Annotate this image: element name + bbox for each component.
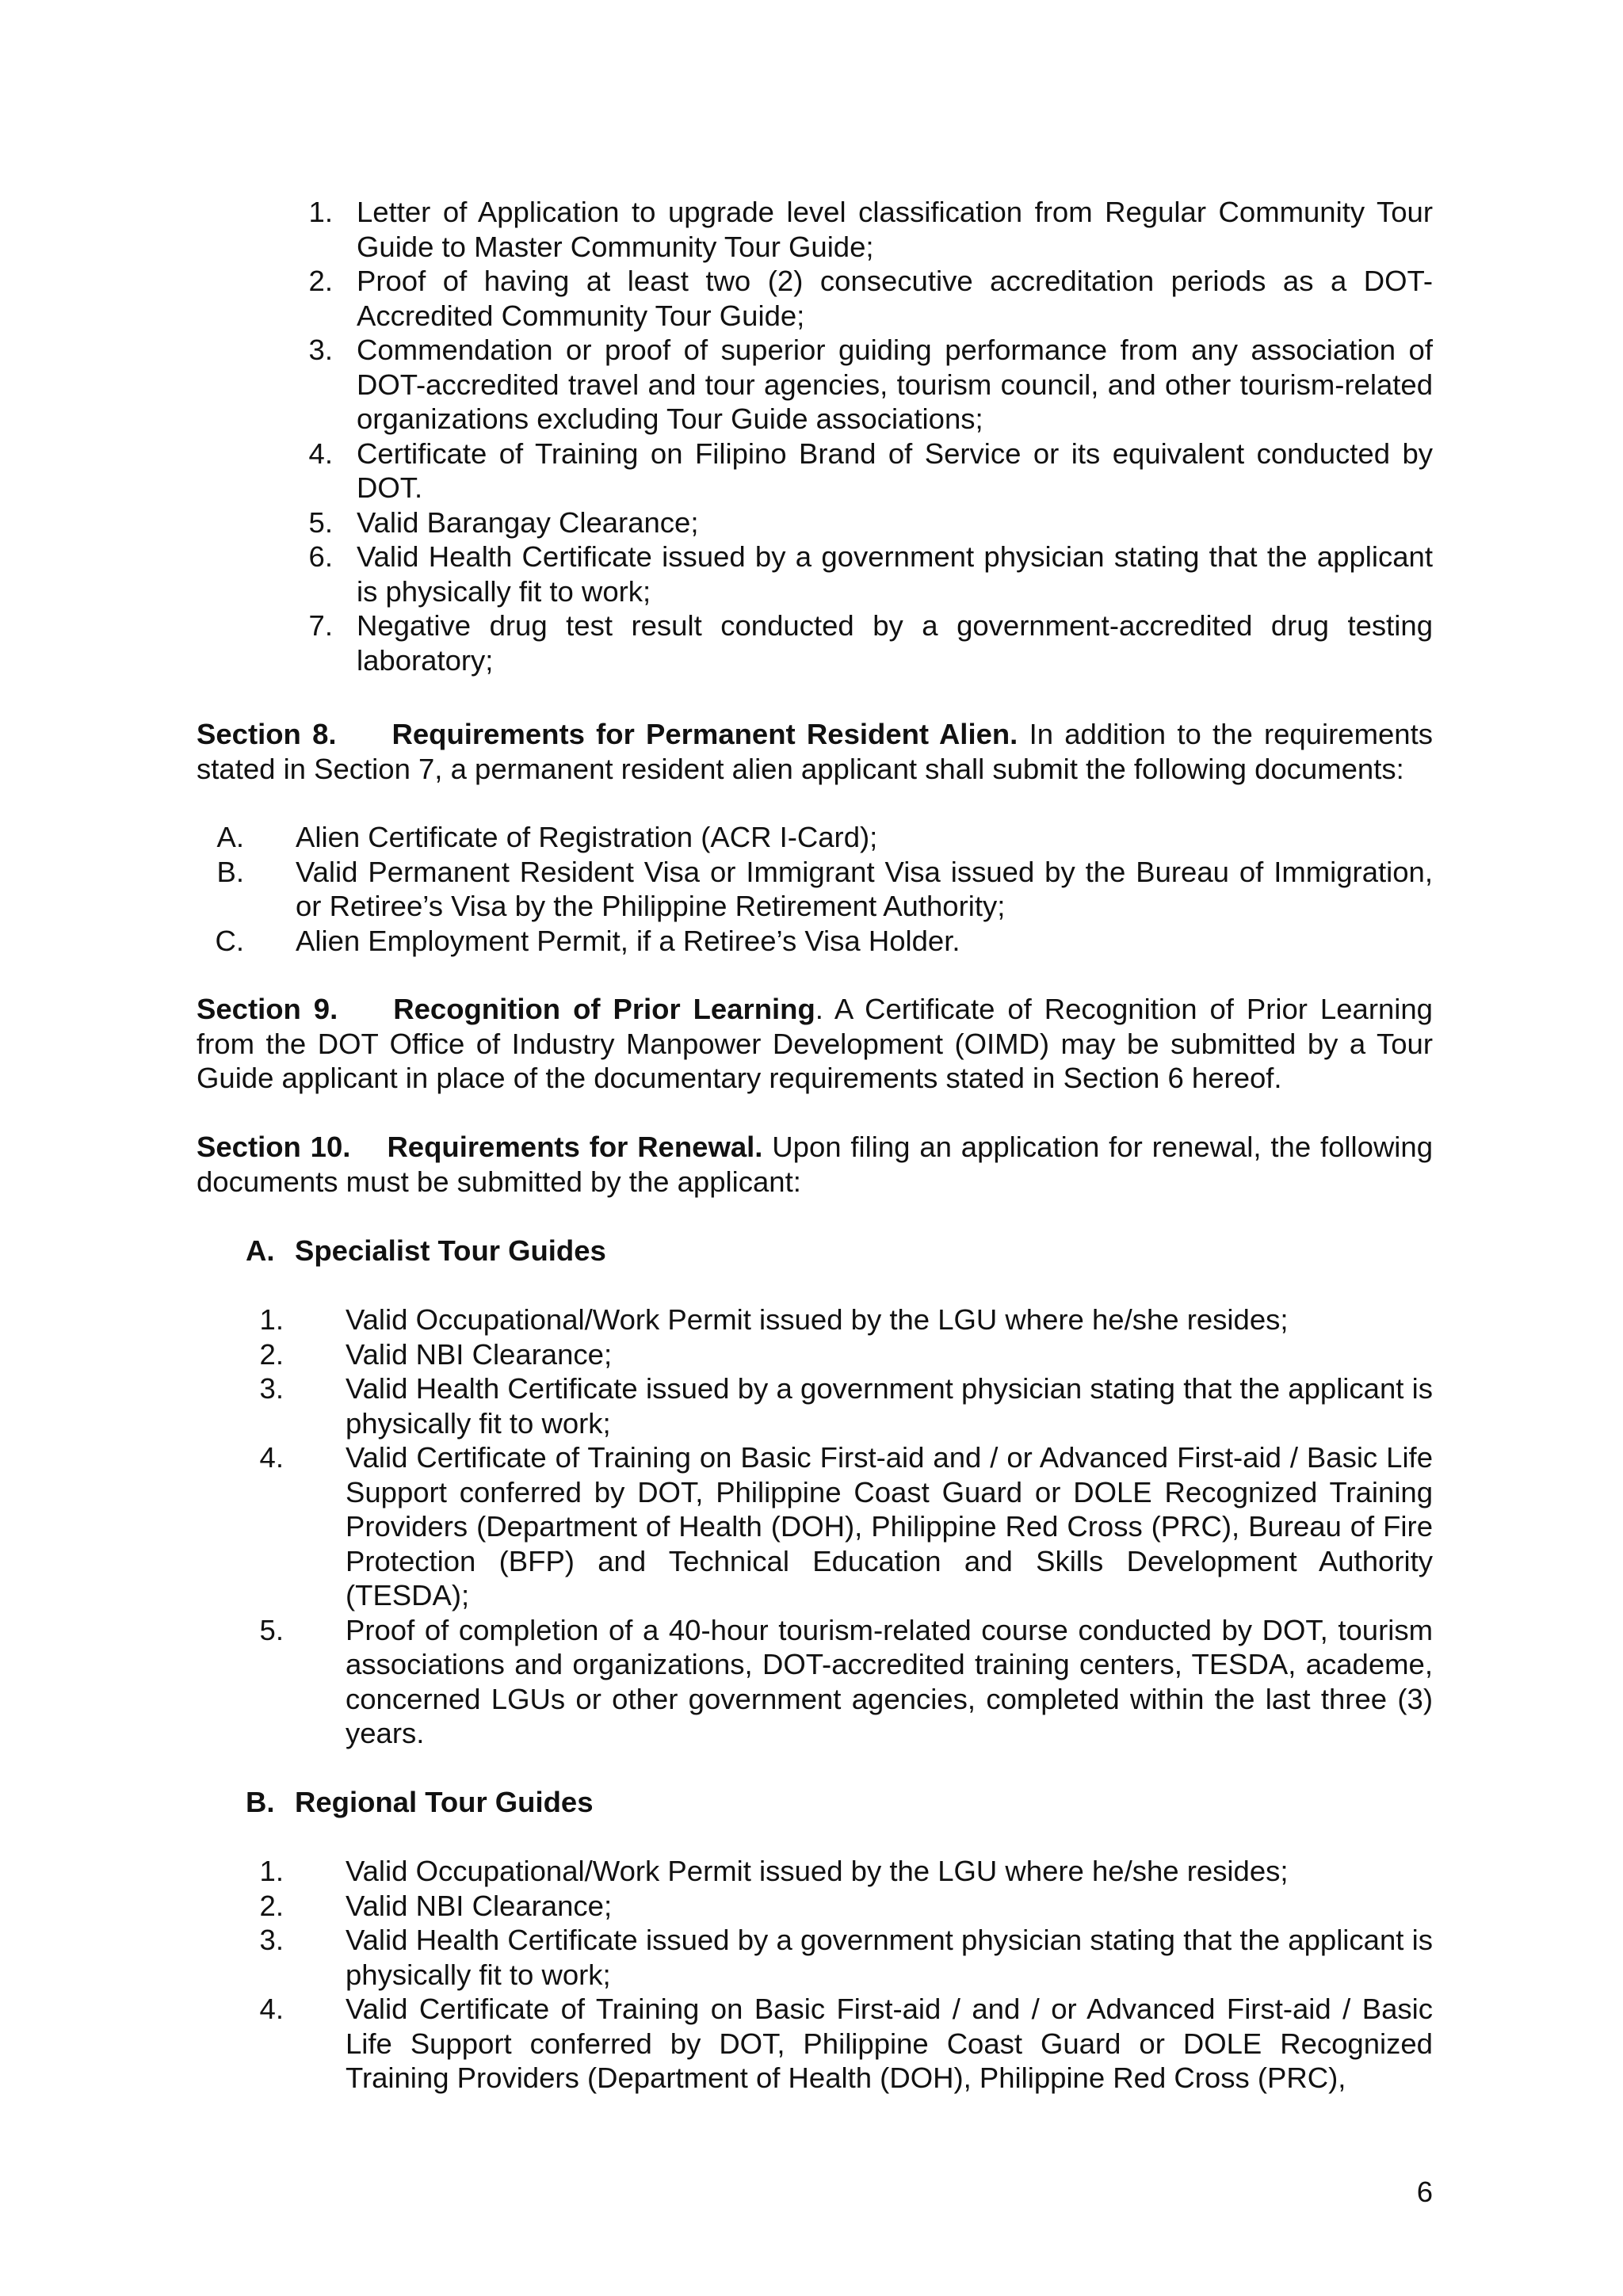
list-marker: A. bbox=[216, 821, 244, 853]
list-item bbox=[197, 924, 1433, 959]
section-8-body: In addition to the requirements stated in Section 7, a permanent resident alien applicant shall submit the following documents: bbox=[197, 718, 1433, 785]
list-item-text: Valid Barangay Clearance; bbox=[357, 505, 699, 539]
list-item bbox=[254, 540, 1433, 608]
requirements-list-master-community bbox=[254, 195, 1433, 677]
list-marker: 5. bbox=[308, 505, 333, 539]
list-marker: 3. bbox=[259, 1372, 284, 1405]
list-item bbox=[197, 1337, 1433, 1372]
list-marker: C. bbox=[215, 924, 244, 957]
list-item bbox=[254, 195, 1433, 264]
list-marker: 4. bbox=[259, 1441, 284, 1474]
list-item-text: Negative drug test result conducted by a government-accredited drug testing laboratory; bbox=[357, 609, 1433, 677]
list-item bbox=[197, 1371, 1433, 1440]
section-9-body: . A Certificate of Recognition of Prior Learning from the DOT Office of Industry Manpower Development (OIMD) may be submitted by a Tour Guide applicant in place of the documentary requirements stated in Section 6 hereof. bbox=[197, 993, 1433, 1094]
list-item-text: Proof of having at least two (2) consecutive accreditation periods as a DOT-Accredited Community Tour Guide; bbox=[357, 265, 1433, 332]
subsection-b-heading bbox=[197, 1785, 594, 1820]
list-item-text: Letter of Application to upgrade level classification from Regular Community Tour Guide to Master Community Tour Guide; bbox=[357, 196, 1433, 263]
list-marker: 5. bbox=[259, 1613, 284, 1646]
list-item bbox=[197, 855, 1433, 924]
list-item bbox=[254, 608, 1433, 677]
list-marker: 6. bbox=[308, 540, 333, 573]
subsection-a-title: Specialist Tour Guides bbox=[295, 1234, 606, 1267]
section-9-label: Section 9. bbox=[197, 993, 338, 1025]
list-item-text: Valid Permanent Resident Visa or Immigrant Visa issued by the Bureau of Immigration, or Retiree’s Visa by the Philippine Retirement Authority; bbox=[296, 855, 1433, 922]
list-marker: 1. bbox=[308, 196, 333, 228]
list-item-text: Valid Health Certificate issued by a government physician stating that the applicant is physically fit to work; bbox=[357, 540, 1433, 608]
list-item bbox=[197, 1613, 1433, 1751]
list-item-text: Certificate of Training on Filipino Brand of Service or its equivalent conducted by DOT. bbox=[357, 437, 1433, 504]
list-item bbox=[254, 264, 1433, 333]
list-marker: 2. bbox=[259, 1889, 284, 1922]
list-item bbox=[254, 333, 1433, 437]
list-marker: 1. bbox=[259, 1303, 284, 1336]
list-marker: 1. bbox=[259, 1855, 284, 1887]
list-item-text: Valid NBI Clearance; bbox=[346, 1889, 613, 1922]
list-marker: B. bbox=[216, 855, 244, 888]
section-8-paragraph bbox=[197, 717, 1433, 786]
list-item bbox=[254, 505, 1433, 540]
subsection-b-letter: B. bbox=[246, 1786, 275, 1818]
list-item bbox=[197, 1889, 1433, 1924]
section-8-title: Requirements for Permanent Resident Alien. bbox=[391, 718, 1018, 750]
list-item bbox=[197, 820, 1433, 855]
specialist-renewal-list bbox=[197, 1302, 1433, 1751]
list-marker: 2. bbox=[308, 265, 333, 297]
section-9-title: Recognition of Prior Learning bbox=[393, 993, 815, 1025]
subsection-a-heading bbox=[197, 1234, 606, 1268]
list-item-text: Alien Employment Permit, if a Retiree’s Visa Holder. bbox=[296, 924, 960, 957]
regional-renewal-list bbox=[197, 1854, 1433, 2096]
list-item-text: Valid Health Certificate issued by a government physician stating that the applicant is physically fit to work; bbox=[346, 1372, 1433, 1440]
list-item-text: Valid Certificate of Training on Basic First-aid / and / or Advanced First-aid / Basic Life Support conferred by DOT, Philippine Coast Guard or DOLE Recognized Training Providers (Department of Health (DOH), Philippine Red Cross (PRC), bbox=[346, 1993, 1433, 2094]
list-item bbox=[197, 1992, 1433, 2096]
list-item-text: Valid Certificate of Training on Basic First-aid and / or Advanced First-aid / Basic Life Support conferred by DOT, Philippine Coast Guard or DOLE Recognized Training Providers (Department of Health (DOH), Philippine Red Cross (PRC), Bureau of Fire Protection (BFP) and Technical Education and Skills Development Authority (TESDA); bbox=[346, 1441, 1433, 1611]
list-marker: 4. bbox=[259, 1993, 284, 2025]
subsection-b-title: Regional Tour Guides bbox=[295, 1786, 594, 1818]
list-item bbox=[197, 1923, 1433, 1992]
list-item bbox=[254, 437, 1433, 505]
section-9-paragraph bbox=[197, 992, 1433, 1096]
alien-requirements-list bbox=[197, 820, 1433, 958]
list-item-text: Proof of completion of a 40-hour tourism-related course conducted by DOT, tourism associations and organizations, DOT-accredited training centers, TESDA, academe, concerned LGUs or other government agencies, completed within the last three (3) years. bbox=[346, 1613, 1433, 1749]
list-item bbox=[197, 1302, 1433, 1337]
list-item-text: Valid Occupational/Work Permit issued by the LGU where he/she resides; bbox=[346, 1855, 1289, 1887]
list-item bbox=[197, 1440, 1433, 1613]
section-10-paragraph bbox=[197, 1130, 1433, 1199]
list-marker: 4. bbox=[308, 437, 333, 470]
list-marker: 7. bbox=[308, 609, 333, 642]
list-item-text: Commendation or proof of superior guiding performance from any association of DOT-accredited travel and tour agencies, tourism council, and other tourism-related organizations excluding Tour Guide associations; bbox=[357, 334, 1433, 435]
list-item-text: Alien Certificate of Registration (ACR I-Card); bbox=[296, 821, 878, 853]
section-10-body: Upon filing an application for renewal, the following documents must be submitted by the applicant: bbox=[197, 1131, 1434, 1198]
list-marker: 3. bbox=[259, 1924, 284, 1956]
section-8-label: Section 8. bbox=[197, 718, 337, 750]
list-marker: 3. bbox=[308, 334, 333, 366]
page-number: 6 bbox=[1416, 2176, 1433, 2208]
list-marker: 2. bbox=[259, 1337, 284, 1371]
subsection-a-letter: A. bbox=[246, 1234, 275, 1267]
list-item bbox=[197, 1854, 1433, 1889]
list-item-text: Valid NBI Clearance; bbox=[346, 1337, 613, 1371]
list-item-text: Valid Health Certificate issued by a government physician stating that the applicant is physically fit to work; bbox=[346, 1924, 1433, 1991]
list-item-text: Valid Occupational/Work Permit issued by the LGU where he/she resides; bbox=[346, 1303, 1289, 1336]
section-10-title: Requirements for Renewal. bbox=[387, 1131, 763, 1163]
section-10-label: Section 10. bbox=[197, 1131, 351, 1163]
